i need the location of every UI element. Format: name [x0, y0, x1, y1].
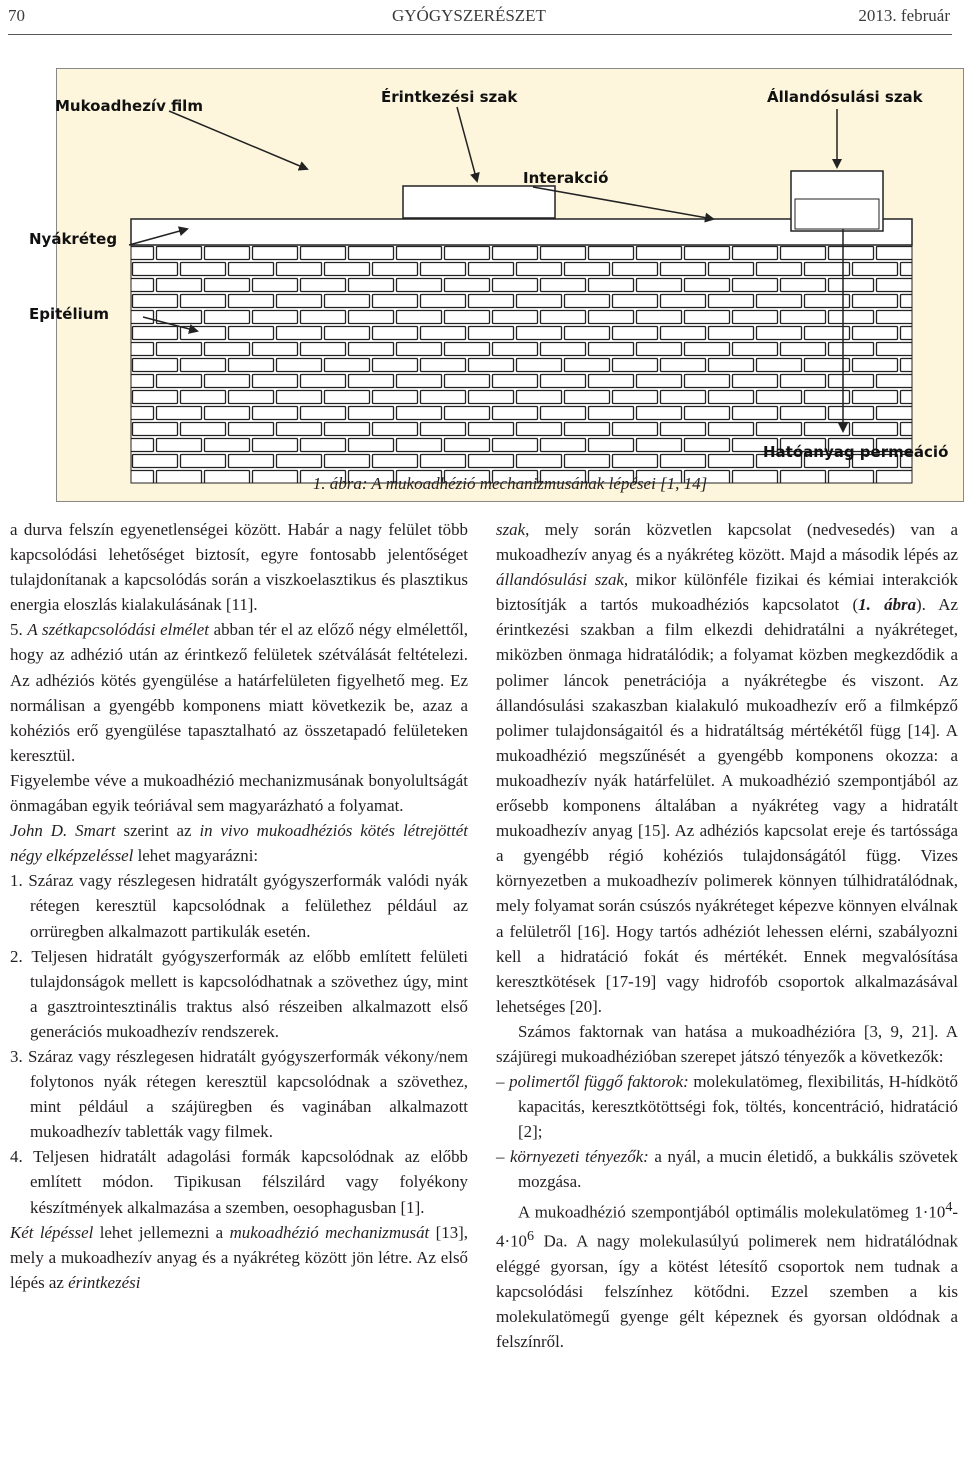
paragraph-text: A mukoadhézió szempontjából optimális molekulatömeg 1·10: [518, 1202, 946, 1222]
paragraph-text: szerint az: [115, 821, 200, 841]
emphasis-text: érintkezési: [68, 1272, 141, 1292]
emphasis-text: in vivo mukoadhéziós kötés létrejöttét négy elképzeléssel: [10, 821, 468, 866]
interaction-arrow: [533, 187, 713, 219]
list-item: 2. Teljesen hidratált gyógyszerformák az előbb említett felületi tulajdonságok mellett is kapcsolódhatnak a szövethez úgy, mint a gasztrointesztinális traktus alsó részeiben alkalmazott első generációs mukoadhezív rendszerek.: [10, 946, 468, 1041]
film-contact-block: [403, 186, 555, 218]
label-consolidation: Állandósulási szak: [767, 88, 923, 106]
contact-arrow: [457, 107, 477, 181]
paragraph-text: , mely során közvetlen kapcsolat (nedvesedés) van a mukoadhezív anyag és a nyákréteg között. Majd a második lépés az: [496, 520, 958, 565]
label-mucus: Nyákréteg: [29, 230, 118, 248]
paragraph-text: -4·10: [496, 1202, 958, 1251]
paragraph-text: Da. A nagy molekulasúlyú polimerek nem hidratálódnak eléggé gyorsan, így a kötést létesítő csoportok nem tudnak a kapcsolódási felszínhez kötődni. Ezzel szemben a kis molekulatömegű gyenge gélt képeznek és gyorsan oldódnak a felszínről.: [496, 1231, 958, 1352]
list-item-text: molekulatömeg, flexibilitás, H-hídkötő kapacitás, keresztkötöttségi fok, töltés, koncentráció, hidratáció [2];: [518, 1072, 958, 1142]
list-item: [496, 1069, 958, 1144]
mucoadhesion-diagram: [29, 69, 963, 501]
dash-bullet: –: [496, 1072, 510, 1092]
author-name: John D. Smart: [10, 821, 116, 841]
paragraph: a durva felszín egyenetlenségei között. Habár a nagy felület több kapcsolódási lehetőséget biztosít, egyre fontosabb jelentőséget tulajdonítanak a kapcsolódás során a viszkoelasztikus és plasztikus energia eloszlás kialakulásának [11].: [10, 520, 468, 615]
figure-reference: 1. ábra: [858, 595, 917, 615]
emphasis-text: környezeti tényezők:: [510, 1147, 649, 1167]
emphasis-text: állandósulási szak,: [496, 570, 629, 590]
list-number: 5.: [10, 620, 28, 640]
paragraph-text: abban tér el az előző négy elmélettől, hogy az adhézió után az érintkező felületek szétválását feltételezi. Az adhéziós kötés gyengülése a határfelületen figyelhető meg. Ez normálisan a gyengébb komponens miatt következik be, azaz a kohéziós erő gyengülése tapasztalható az összetapadó felületeken keresztül.: [10, 620, 469, 765]
page-number: 70: [8, 6, 25, 25]
label-interaction: Interakció: [523, 169, 609, 187]
paragraph: [10, 818, 468, 868]
paragraph-text: lehet magyarázni:: [133, 846, 259, 866]
superscript: 4: [945, 1198, 953, 1215]
dash-bullet: –: [496, 1147, 511, 1167]
journal-title: GYÓGYSZERÉSZET: [392, 6, 546, 25]
emphasis-text: polimertől függő faktorok:: [509, 1072, 689, 1092]
page-header: [0, 2, 960, 30]
film-arrow: [169, 111, 307, 169]
label-permeation: Hatóanyag permeáció: [763, 443, 949, 461]
figure-1: [29, 68, 964, 502]
paragraph-text: ). Az érintkezési szakban a film elkezdi dehidratálni a nyákréteget, miközben önmaga hidratálódik; a folyamat közben megkezdődik a polimer láncok penetrációja a nyákrétegbe és viszont. Az állandósulási szakaszban kialakuló mukoadhezív erő a filmképző polimer tulajdonságaitól és a hidratáltság mértékétől függ [14]. A mukoadhézió megszűnését a gyengébb komponens okozza: a mukoadhezív nyák határfelület. A mukoadhézió szempontjából az erősebb komponens általában a nyákréteg vagy a hidratált mukoadhezív anyag [15]. Az adhéziós kapcsolat ereje és tartóssága a gyengébb régió kohéziós tulajdonságától függ. Vizes környezetben a mukoadhezív polimerek könnyen túlhidratálódnak, mely folyamat során csúszós nyákréteget képezve könnyen elválnak a felületről [16]. Hogy tartós adhéziót lehessen elérni, szabályozni kell a hidratáció fokát és mértékét. Ennek megvalósítása keresztkötések [17-19] vagy hidrofób csoportok alkalmazásával lehetséges [20].: [496, 595, 958, 1016]
paragraph: [496, 1195, 958, 1355]
paragraph-text: mikor különféle fizikai és kémiai interakciók biztosítják a tartós mukoadhéziós kapcsolatot (: [496, 570, 958, 615]
paragraph: [496, 517, 958, 1019]
issue-date: 2013. február: [858, 6, 950, 25]
right-column: [496, 517, 958, 1354]
label-film: Mukoadhezív film: [55, 97, 203, 115]
list-item: 1. Száraz vagy részlegesen hidratált gyógyszerformák valódi nyák rétegen keresztül kapcsolódnak a felülethez például az orrüregben alkalmazott partikulák esetén.: [10, 871, 468, 941]
paragraph: Számos faktornak van hatása a mukoadhézióra [3, 9, 21]. A szájüregi mukoadhézióban szerepet játszó tényezők a következők:: [496, 1021, 958, 1066]
paragraph: [10, 1220, 468, 1295]
emphasis-text: szak: [496, 520, 526, 539]
film-inner-block: [795, 199, 879, 229]
paragraph: Figyelembe véve a mukoadhézió mechanizmusának bonyolultságát önmagában egyik teóriával sem magyarázható a folyamat.: [10, 770, 468, 816]
header-rule: [8, 34, 952, 35]
figure-caption: 1. ábra: A mukoadhézió mechanizmusának lépései [1, 14]: [312, 474, 708, 493]
list-item: 4. Teljesen hidratált adagolási formák kapcsolódnak az előbb említett módon. Tipikusan félszilárd vagy folyékony készítmények alkalmazása a szemben, oesophagusban [1].: [10, 1147, 468, 1217]
label-contact: Érintkezési szak: [381, 88, 518, 106]
label-epithelium: Epitélium: [29, 305, 110, 323]
emphasis-text: mukoadhézió mechanizmusát: [229, 1222, 430, 1242]
list-item-text: a nyál, a mucin életidő, a bukkális szövetek mozgása.: [518, 1147, 958, 1192]
paragraph-text: lehet jellemezni a: [93, 1222, 230, 1242]
superscript: 6: [526, 1228, 535, 1245]
list-item: [496, 1144, 958, 1194]
paragraph-text: [13], mely a mukoadhezív anyag és a nyákréteg között jön létre. Az első lépés az: [10, 1222, 468, 1292]
theory-term: A szétkapcsolódási elmélet: [27, 620, 209, 640]
paragraph: [10, 617, 468, 768]
emphasis-text: Két lépéssel: [10, 1222, 94, 1242]
left-column: [10, 517, 468, 1295]
list-item: 3. Száraz vagy részlegesen hidratált gyógyszerformák vékony/nem folytonos nyák rétegen keresztül kapcsolódnak a szövethez, mint például a szájüregben és vaginában alkalmazott mukoadhezív tabletták vagy filmek.: [10, 1046, 468, 1142]
